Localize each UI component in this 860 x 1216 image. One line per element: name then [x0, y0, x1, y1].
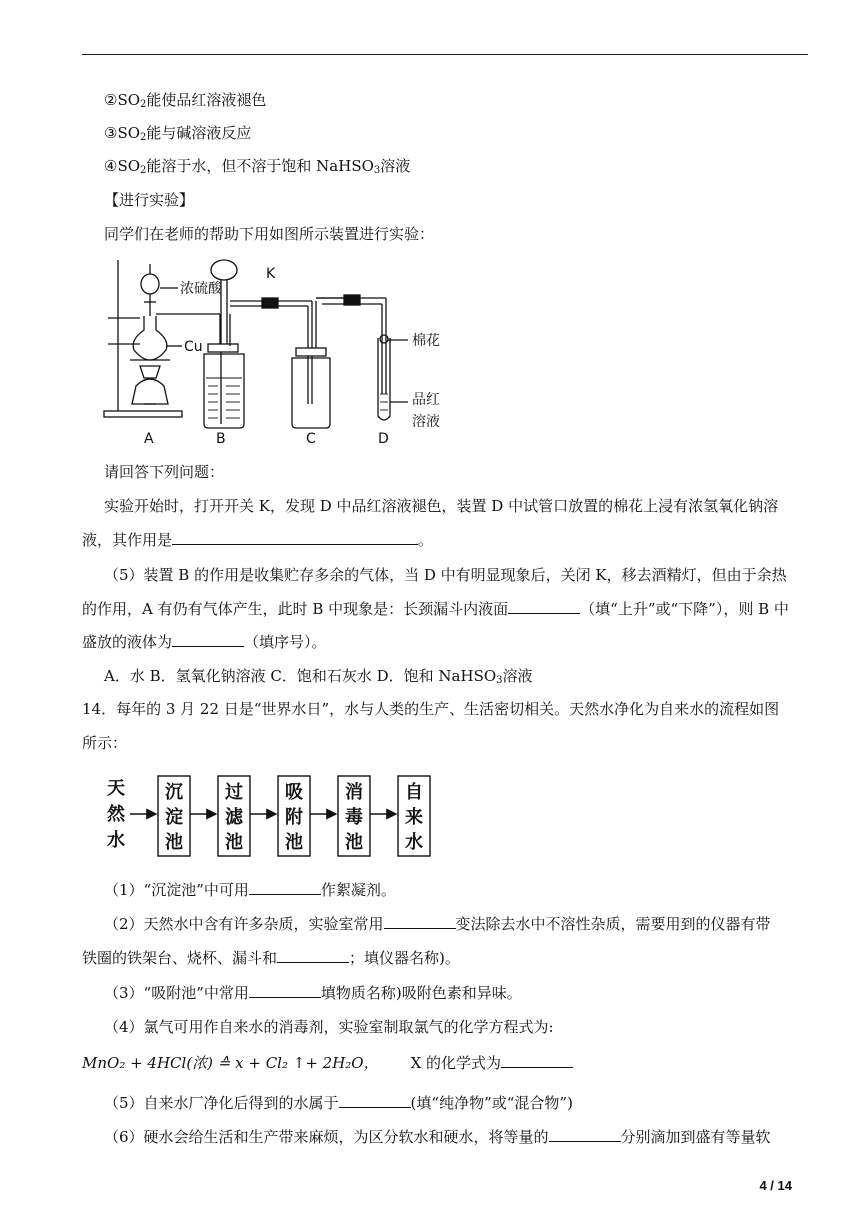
text-line: $②SO_2$能使品红溶液褪色: [104, 91, 267, 110]
flow-char: 滤: [225, 807, 243, 828]
label-cotton: 棉花: [412, 333, 440, 349]
chemical-equation: MnO₂ + 4HCl(浓) ≙ x + Cl₂ ↑+ 2H₂O，: [82, 1054, 379, 1072]
flow-char: 水: [405, 832, 423, 853]
bottle-c: [292, 358, 330, 428]
answer-blank[interactable]: [501, 1053, 573, 1068]
cotton: [380, 335, 388, 343]
test-tube-d: [378, 338, 390, 420]
text-line: 铁圈的铁架台、烧杯、漏斗和 ；填仪器名称)。: [82, 949, 460, 967]
flow-start-char: 天: [107, 778, 125, 799]
flow-char: 池: [345, 832, 363, 853]
label-a: A: [144, 431, 154, 447]
label-b: B: [216, 431, 226, 447]
flow-char: 消: [345, 782, 363, 803]
label-acid: 浓硫酸: [180, 281, 222, 297]
apparatus-diagram: [100, 254, 462, 450]
long-neck-funnel: [211, 260, 237, 280]
separatory-funnel: [141, 274, 159, 294]
label-d: D: [378, 431, 389, 447]
text-line: （3）“吸附池”中常用 填物质名称)吸附色素和异味。: [104, 984, 522, 1002]
text-line: （5）自来水厂净化后得到的水属于 (填“纯净物”或“混合物”): [104, 1094, 573, 1112]
text-line: 实验开始时，打开开关 K，发现 D 中品红溶液褪色，装置 D 中试管口放置的棉花上浸有浓氢氧化钠溶: [104, 497, 779, 515]
answer-blank[interactable]: [172, 632, 244, 647]
answer-blank[interactable]: [249, 880, 321, 895]
answer-blank[interactable]: [339, 1093, 411, 1108]
flow-char: 来: [405, 807, 423, 828]
text-line: 同学们在老师的帮助下用如图所示装置进行实验：: [104, 225, 435, 243]
flask: [133, 316, 167, 360]
answer-blank[interactable]: [277, 948, 349, 963]
label-cu: Cu: [184, 339, 203, 355]
header-rule: [82, 54, 808, 55]
flow-start-char: 水: [107, 830, 125, 851]
text-line: （5）装置 B 的作用是收集贮存多余的气体，当 D 中有明显现象后，关闭 K，移去酒精灯，但由于余热: [104, 566, 787, 584]
answer-blank[interactable]: [508, 599, 580, 614]
label-solution: 溶液: [412, 414, 440, 430]
bottle-b: [204, 354, 244, 428]
flow-char: 附: [285, 807, 303, 828]
label-k: K: [266, 266, 276, 282]
answer-blank[interactable]: [172, 530, 418, 545]
text-line: （2）天然水中含有许多杂质，实验室常用 变法除去水中不溶性杂质，需要用到的仪器有带: [104, 915, 771, 933]
answer-blank[interactable]: [384, 914, 456, 929]
text-line: 请回答下列问题：: [104, 463, 225, 481]
page-number: 4 / 14: [759, 1178, 792, 1193]
section-heading: 【进行实验】: [104, 191, 195, 209]
label-pinhong: 品红: [412, 392, 440, 408]
equation-line: MnO₂ + 4HCl(浓) ≙ x + Cl₂ ↑+ 2H₂O， X 的化学式为: [82, 1053, 573, 1073]
label-c: C: [306, 431, 316, 447]
flow-char: 池: [225, 832, 243, 853]
text-line: A．水 B．氢氧化钠溶液 C．饱和石灰水 D．饱和 NaHSO$_3$溶液: [104, 667, 533, 686]
flow-char: 吸: [285, 782, 303, 803]
question-14: 14．每年的 3 月 22 日是“世界水日”，水与人类的生产、生活密切相关。天然水净化为自来水的流程如图: [82, 700, 780, 718]
answer-blank[interactable]: [549, 1127, 621, 1142]
answer-blank[interactable]: [249, 983, 321, 998]
flow-char: 自: [405, 782, 423, 803]
alcohol-lamp: [132, 379, 168, 404]
flow-char: 毒: [345, 807, 363, 828]
text-line: 所示：: [82, 734, 128, 752]
text-line: 液，其作用是 。: [82, 531, 434, 549]
purification-flow-diagram: [100, 768, 440, 864]
text-line: 的作用，A 有仍有气体产生，此时 B 中现象是：长颈漏斗内液面 （填“上升”或“下降”），则 B 中: [82, 600, 789, 618]
flow-char: 过: [225, 782, 243, 803]
text-line: （4）氯气可用作自来水的消毒剂，实验室制取氯气的化学方程式为:: [104, 1018, 554, 1036]
text-line: （6）硬水会给生活和生产带来麻烦，为区分软水和硬水，将等量的 分别滴加到盛有等量软: [104, 1128, 771, 1146]
flow-char: 沉: [165, 782, 183, 803]
flow-start-char: 然: [107, 804, 125, 825]
stand-base: [104, 411, 182, 417]
flow-char: 池: [165, 832, 183, 853]
text-line: 盛放的液体为 （填序号）。: [82, 633, 327, 651]
text-line: （1）“沉淀池”中可用 作絮凝剂。: [104, 881, 396, 899]
flow-char: 池: [285, 832, 303, 853]
flow-char: 淀: [165, 807, 183, 828]
text-line: $④SO_2$能溶于水，但不溶于饱和 NaHSO$_3$溶液: [104, 157, 411, 176]
clip-k: [262, 298, 278, 308]
text-line: $③SO_2$能与碱溶液反应: [104, 124, 252, 143]
